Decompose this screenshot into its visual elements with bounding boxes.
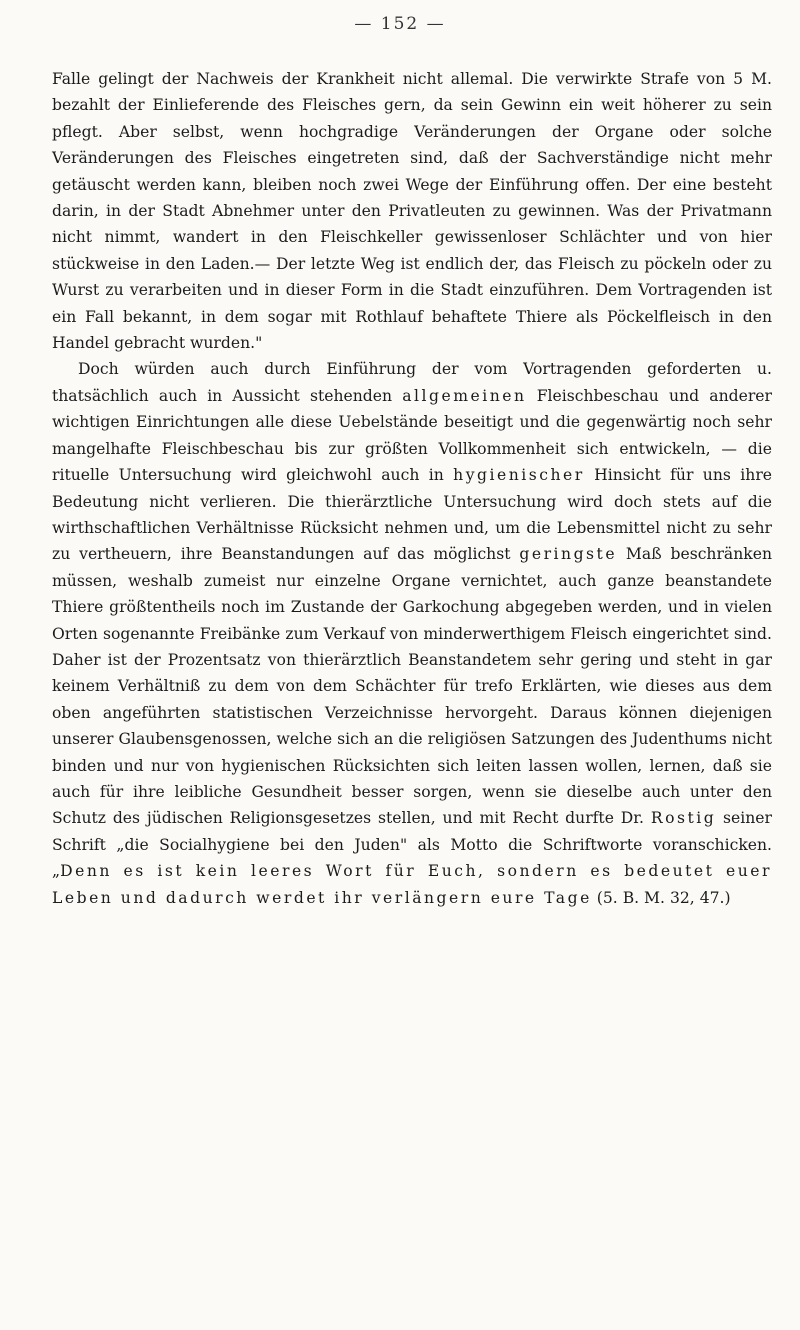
latin-term-trefo: trefo [474,677,513,696]
paragraph-2-text-k: seiner Schrift „die Socialhygiene bei den Juden" als Motto die Schriftworte voranschicken. „ [52,809,772,881]
paragraph-2-text-i: Erklärten, wie dieses aus dem oben angeführten statistischen Verzeichnisse hervorgeht. Daraus können diejenigen unserer Glaubensgenossen, welche sich an die religiösen Satzungen des Judenthums nicht binden und nur von hygienischen Rücksichten sich leiten lassen wollen, lernen, daß sie auch für ihre leibliche Gesundheit besser sorgen, wenn sie dieselbe auch unter den Schutz des jüdischen Religionsgesetzes stellen, und mit Recht durfte Dr. [52,677,772,828]
citation: (5. B. M. 32, 47.) [591,888,731,907]
paragraph-1-text: Falle gelingt der Nachweis der Krankheit nicht allemal. Die verwirkte Strafe von 5 M. bezahlt der Einlieferende des Fleisches gern, da sein Gewinn ein weit höherer zu sein pflegt. Aber selbst, wenn hochgradige Veränderungen der Organe oder solche Veränderungen des Fleisches eingetreten sind, daß der Sachverständige nicht mehr getäuscht werden kann, bleiben noch zwei Wege der Einführung offen. Der eine besteht darin, in der Stadt Abnehmer unter den Privatleuten zu gewinnen. Was der Privatmann nicht nimmt, wandert in den Fleischkeller gewissenloser Schlächter und von hier stückweise in den Laden.— Der letzte Weg ist endlich der, das Fleisch zu pöckeln oder zu Wurst zu verarbeiten und in dieser Form in die Stadt einzuführen. Dem Vortragenden ist ein Fall bekannt, in dem sogar mit Rothlauf behaftete Thiere als Pöckelfleisch in den Handel gebracht wurden." [52,70,772,353]
paragraph-2-text-a: Doch würden auch durch Einführung der vom Vortragenden geforderten u. thatsächlich auch in Aussicht stehenden [52,360,772,405]
paragraph-2-text-e: Hinsicht für uns ihre Bedeutung nicht verlieren. Die thierärztliche Untersuchung wird doch stets auf die wirthschaftlichen Verhältnisse Rücksicht nehmen und, um die Lebensmittel nicht zu sehr zu vertheuern, ihre Beanstandungen auf das möglichst [52,466,772,564]
page-number: — 152 — [354,14,446,34]
emphasis-allgemeinen: allgemeinen [402,386,527,405]
emphasis-hygienischer: hygienischer [453,466,585,485]
paragraph-2 [52,356,772,911]
emphasis-geringste: geringste [519,545,618,564]
body-text [52,66,772,911]
paragraph-1 [52,66,772,356]
paragraph-2-text-c: Fleischbeschau und anderer wichtigen Einrichtungen alle diese Uebelstände beseitigt und die gegenwärtig noch sehr mangelhafte Fleischbeschau bis zur größten Vollkommenheit sich entwickeln, — die rituelle Untersuchung wird gleichwohl auch in [52,386,772,485]
quotation-spaced: Denn es ist kein leeres Wort für Euch, sondern es bedeutet euer Leben und dadurch werdet ihr verlängern eure Tage [52,862,772,907]
paragraph-2-text-g: Maß beschränken müssen, weshalb zumeist nur einzelne Organe vernichtet, auch ganze beanstandete Thiere größtentheils noch im Zustande der Garkochung abgegeben werden, und in vielen Orten sogenannte Freibänke zum Verkauf von minderwerthigem Fleisch eingerichtet sind. Daher ist der Prozentsatz von thierärztlich Beanstandetem sehr gering und steht in gar keinem Verhältniß zu dem von dem Schächter für [52,545,772,696]
emphasis-rostig: Rostig [650,809,717,828]
